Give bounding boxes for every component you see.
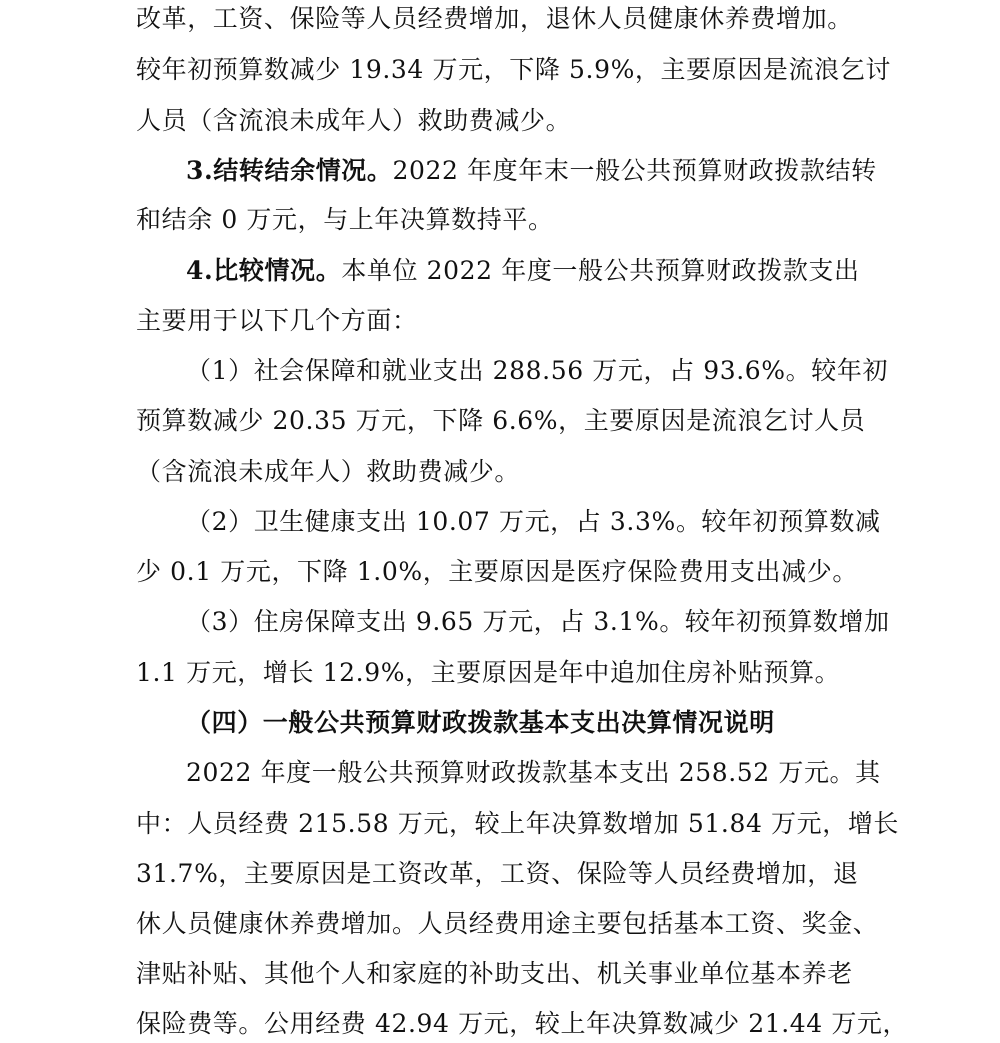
text-line-19: 休人员健康休养费增加。人员经费用途主要包括基本工资、奖金、 <box>136 909 879 938</box>
text-line-8: （1）社会保障和就业支出 288.56 万元，占 93.6%。较年初 <box>186 356 889 385</box>
text-line-13: （3）住房保障支出 9.65 万元，占 3.1%。较年初预算数增加 <box>186 607 890 636</box>
section-heading-basic-expenditure: （四）一般公共预算财政拨款基本支出决算情况说明 <box>186 708 775 737</box>
text-line-7: 主要用于以下几个方面： <box>136 306 418 335</box>
paragraph-heading-carryover <box>186 156 877 186</box>
text-line-2: 较年初预算数减少 19.34 万元，下降 5.9%，主要原因是流浪乞讨 <box>136 55 891 84</box>
text-line-21: 保险费等。公用经费 42.94 万元，较上年决算数减少 21.44 万元， <box>136 1009 909 1038</box>
text-line-14: 1.1 万元，增长 12.9%，主要原因是年中追加住房补贴预算。 <box>136 658 841 687</box>
text-line-11: （2）卫生健康支出 10.07 万元，占 3.3%。较年初预算数减 <box>186 507 881 536</box>
paragraph-heading-comparison <box>186 256 860 286</box>
text-line-12: 少 0.1 万元，下降 1.0%，主要原因是医疗保险费用支出减少。 <box>136 557 858 586</box>
text-line-10: （含流浪未成年人）救助费减少。 <box>136 457 521 486</box>
heading-comparison-text: 本单位 2022 年度一般公共预算财政拨款支出 <box>341 256 860 285</box>
heading-comparison-title: 4.比较情况。 <box>186 256 342 285</box>
text-line-17: 中：人员经费 215.58 万元，较上年决算数增加 51.84 万元，增长 <box>136 809 900 838</box>
text-line-20: 津贴补贴、其他个人和家庭的补助支出、机关事业单位基本养老 <box>136 959 853 988</box>
text-line-3: 人员（含流浪未成年人）救助费减少。 <box>136 106 572 135</box>
text-line-1: 改革，工资、保险等人员经费增加，退休人员健康休养费增加。 <box>136 4 853 33</box>
text-line-5: 和结余 0 万元，与上年决算数持平。 <box>136 205 554 234</box>
heading-carryover-title: 3.结转结余情况。 <box>186 156 393 185</box>
heading-carryover-text: 2022 年度年末一般公共预算财政拨款结转 <box>392 156 877 185</box>
text-line-9: 预算数减少 20.35 万元，下降 6.6%，主要原因是流浪乞讨人员 <box>136 406 866 435</box>
text-line-16: 2022 年度一般公共预算财政拨款基本支出 258.52 万元。其 <box>186 758 881 787</box>
text-line-18: 31.7%，主要原因是工资改革，工资、保险等人员经费增加，退 <box>136 859 859 888</box>
